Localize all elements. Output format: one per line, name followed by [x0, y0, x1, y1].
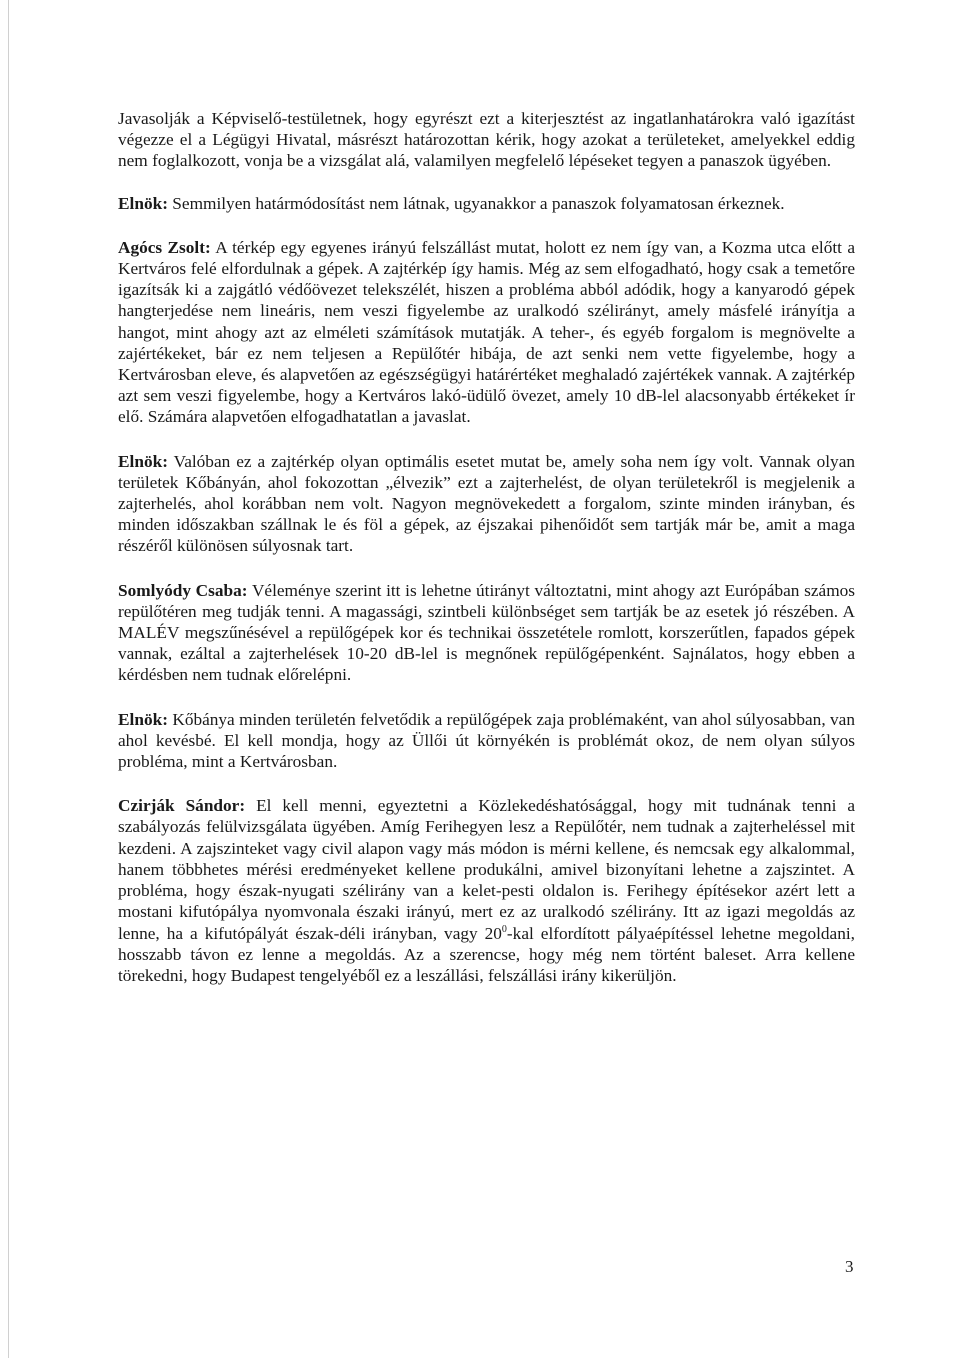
scan-edge-line [8, 0, 9, 1358]
document-body [118, 108, 855, 1009]
paragraph-agocs-zsolt [118, 237, 855, 428]
paragraph-elnok-3 [118, 709, 855, 773]
speaker-name: Elnök: [118, 193, 168, 213]
paragraph-text: Kőbánya minden területén felvetődik a repülőgépek zaja problémaként, van ahol súlyosabban, van ahol kevésbé. El kell mondja, hogy az Üllői út környékén is problémát okoz, de nem olyan súlyos probléma, mint a Kertvárosban. [118, 709, 855, 772]
speaker-name: Czirják Sándor: [118, 796, 246, 816]
paragraph-text-after-superscript: -kal elfordított pályaépítéssel lehetne megoldani, hosszabb távon ez lenne a megoldás. Az a szerencse, hogy még nem történt baleset. Arra kellene törekedni, hogy Budapest tengelyéből ez a leszállási, felszállási irány kikerüljön. [118, 923, 855, 985]
paragraph-intro [118, 108, 855, 172]
paragraph-somlyody-csaba [118, 580, 855, 686]
speaker-name: Somlyódy Csaba: [118, 580, 248, 600]
paragraph-text: A térkép egy egyenes irányú felszállást mutat, holott ez nem így van, a Kozma utca előtt a Kertváros felé elfordulnak a gépek. A zajtérkép így hamis. Még az sem elfogadható, hogy csak a temetőre igazítsák ki a zajgátló védőövezet telekszélét, hiszen a probléma abból adódik, hogy a kanyarodó gépek hangterjedése nem lineáris, nem veszi figyelembe az uralkodó szélirányt, amely másfelé irányítja a hangot, mint ahogy azt az elméleti számítások mutatják. A teher-, és egyéb forgalom is megnövelte a zajértékeket, bár ez nem teljesen a Repülőtér hibája, de azt senki nem vette figyelembe, hogy a Kertvárosban eleve, és alapvetően az egészségügyi határértéket meghaladó zajértékek vannak. A zajtérkép azt sem veszi figyelembe, hogy a Kertváros lakó-üdülő övezet, amely 10 dB-lel alacsonyabb értékeket ír elő. Számára alapvetően elfogadhatatlan a javaslat. [118, 237, 855, 427]
degree-superscript: 0 [501, 923, 507, 935]
paragraph-elnok-1 [118, 193, 855, 214]
page-number: 3 [845, 1257, 854, 1276]
paragraph-czirjak-sandor [118, 795, 855, 986]
paragraph-text-before-superscript: El kell menni, egyeztetni a Közlekedéshatósággal, hogy mit tudnának tenni a szabályozás felülvizsgálata ügyében. Amíg Ferihegyen lesz a Repülőtér, nem tudnak a zajterheléssel mit kezdeni. A zajszinteket vagy civil alapon vagy más módon is mérni kellene, és nemcsak egy alkalommal, hanem többhetes mérési eredményeket kellene produkálni, amivel bizonyítani lehetne a zajszintet. A probléma, hogy észak-nyugati szélirány van a kelet-pesti oldalon is. Ferihegy építésekor azért lett a mostani kifutópálya nyomvonala északi irányú, mert ez az uralkodó szélirány. Itt az igazi megoldás az lenne, ha a kifutópályát észak-déli irányban, vagy 20 [118, 796, 855, 943]
speaker-name: Elnök: [118, 451, 168, 471]
paragraph-text: Véleménye szerint itt is lehetne útirányt változtatni, mint ahogy azt Európában számos repülőtéren meg tudják tenni. A magassági, szintbeli különbséget sem tartják be az esetek jó részében. A MALÉV megszűnésével a repülőgépek kor és technikai összetétele romlott, korszerűtlen, fapados gépek vannak, ezáltal a zajterhelések 10-20 dB-lel is megnőnek repülőgépenként. Sajnálatos, hogy ebben a kérdésben nem tudnak előrelépni. [118, 580, 855, 685]
paragraph-text: Javasolják a Képviselő-testületnek, hogy egyrészt ezt a kiterjesztést az ingatlanhatárokra való igazítást végezze el a Légügyi Hivatal, másrészt határozottan kérik, hogy azokat a területeket, amelyekkel eddig nem foglalkozott, vonja be a vizsgálat alá, valamilyen megfelelő lépéseket tegyen a panaszok ügyében. [118, 109, 855, 171]
paragraph-elnok-2 [118, 451, 855, 557]
speaker-name: Elnök: [118, 709, 168, 729]
paragraph-text: Semmilyen határmódosítást nem látnak, ugyanakkor a panaszok folyamatosan érkeznek. [172, 193, 785, 213]
paragraph-text: Valóban ez a zajtérkép olyan optimális esetet mutat be, amely soha nem így volt. Vannak olyan területek Kőbányán, ahol fokozottan „élvezik” ezt a zajterhelést, de olyan területekről is megjelenik a zajterhelés, ahol korábban nem volt. Nagyon megnövekedett a forgalom, szinte minden irányban, és minden időszakban szállnak le és föl a gépek, az éjszakai pihenőidőt sem tartják már be, amit a maga részéről különösen súlyosnak tart. [118, 451, 856, 556]
speaker-name: Agócs Zsolt: [118, 237, 211, 257]
